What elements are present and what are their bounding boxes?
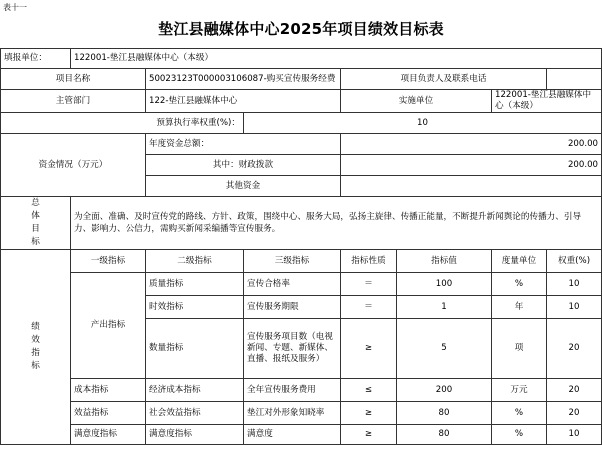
level2-cell: 经济成本指标 xyxy=(146,379,244,402)
goal-label: 总体目标 xyxy=(1,197,71,250)
unit-cell: 项 xyxy=(492,319,547,379)
table-number-tag: 表十一 xyxy=(3,3,27,12)
table-row xyxy=(1,402,602,425)
indicator-header-row xyxy=(1,250,602,273)
level1-cell: 效益指标 xyxy=(71,402,146,425)
level3-cell: 满意度 xyxy=(244,425,341,445)
level2-cell: 数量指标 xyxy=(146,319,244,379)
unit-cell: % xyxy=(492,273,547,296)
funds-annual-label: 年度资金总额： xyxy=(146,134,341,155)
goal-text: 为全面、准确、及时宣传党的路线、方针、政策，围绕中心、服务大局，弘扬主旋律、传播正能量，不断提升新闻舆论的传播力、引导力、影响力、公信力，需购买新闻采编播等宣传服务。 xyxy=(71,197,602,250)
col-weight: 权重(%) xyxy=(547,250,602,273)
value-cell: 100 xyxy=(397,273,492,296)
impl-value: 122001-垫江县融媒体中心（本级） xyxy=(492,90,602,113)
nature-cell: ＝ xyxy=(341,273,397,296)
budget-weight-value: 10 xyxy=(244,113,602,134)
table-row xyxy=(1,273,602,296)
project-name-value: 50023123T000003106087-购买宣传服务经费 xyxy=(146,69,341,90)
unit-cell: % xyxy=(492,425,547,445)
fill-unit-row xyxy=(1,49,602,69)
nature-cell: ≥ xyxy=(341,402,397,425)
budget-weight-row xyxy=(1,113,602,134)
unit-cell: 万元 xyxy=(492,379,547,402)
funds-other-value xyxy=(341,176,602,197)
funds-label: 资金情况（万元） xyxy=(1,134,146,197)
nature-cell: ≤ xyxy=(341,379,397,402)
responsible-label: 项目负责人及联系电话 xyxy=(341,69,547,90)
funds-annual-value: 200.00 xyxy=(341,134,602,155)
level2-cell: 质量指标 xyxy=(146,273,244,296)
nature-cell: ≥ xyxy=(341,425,397,445)
level1-cell: 成本指标 xyxy=(71,379,146,402)
table-row xyxy=(1,425,602,445)
department-row xyxy=(1,90,602,113)
col-level3: 三级指标 xyxy=(244,250,341,273)
output-indicator-label: 产出指标 xyxy=(71,273,146,379)
level2-cell: 社会效益指标 xyxy=(146,402,244,425)
responsible-value xyxy=(547,69,602,90)
project-name-row xyxy=(1,69,602,90)
value-cell: 1 xyxy=(397,296,492,319)
level3-cell: 宣传服务项目数（电视新闻、专题、新媒体、直播、报纸及服务） xyxy=(244,319,341,379)
level2-cell: 满意度指标 xyxy=(146,425,244,445)
unit-cell: 年 xyxy=(492,296,547,319)
level1-cell: 满意度指标 xyxy=(71,425,146,445)
level3-cell: 垫江对外形象知晓率 xyxy=(244,402,341,425)
funds-other-label: 其他资金 xyxy=(146,176,341,197)
col-nature: 指标性质 xyxy=(341,250,397,273)
dept-label: 主管部门 xyxy=(1,90,146,113)
nature-cell: ≥ xyxy=(341,319,397,379)
value-cell: 5 xyxy=(397,319,492,379)
fill-unit-label: 填报单位： xyxy=(1,49,71,69)
page-title: 垫江县融媒体中心2025年项目绩效目标表 xyxy=(158,20,444,38)
funds-fiscal-label: 其中：财政拨款 xyxy=(146,155,341,176)
col-level2: 二级指标 xyxy=(146,250,244,273)
value-cell: 80 xyxy=(397,425,492,445)
weight-cell: 10 xyxy=(547,425,602,445)
funds-fiscal-value: 200.00 xyxy=(341,155,602,176)
nature-cell: ＝ xyxy=(341,296,397,319)
value-cell: 200 xyxy=(397,379,492,402)
level3-cell: 宣传服务期限 xyxy=(244,296,341,319)
table-row xyxy=(1,379,602,402)
weight-cell: 20 xyxy=(547,379,602,402)
level3-cell: 宣传合格率 xyxy=(244,273,341,296)
col-value: 指标值 xyxy=(397,250,492,273)
unit-cell: % xyxy=(492,402,547,425)
col-level1: 一级指标 xyxy=(71,250,146,273)
weight-cell: 20 xyxy=(547,402,602,425)
weight-cell: 10 xyxy=(547,273,602,296)
indicator-section-label: 绩效指标 xyxy=(1,250,71,445)
performance-target-table xyxy=(0,48,602,445)
project-name-label: 项目名称 xyxy=(1,69,146,90)
dept-value: 122-垫江县融媒体中心 xyxy=(146,90,341,113)
level2-cell: 时效指标 xyxy=(146,296,244,319)
goal-row xyxy=(1,197,602,250)
value-cell: 80 xyxy=(397,402,492,425)
weight-cell: 10 xyxy=(547,296,602,319)
level3-cell: 全年宣传服务费用 xyxy=(244,379,341,402)
funds-annual-row xyxy=(1,134,602,155)
impl-label: 实施单位 xyxy=(341,90,492,113)
budget-weight-label: 预算执行率权重(%)： xyxy=(1,113,244,134)
weight-cell: 20 xyxy=(547,319,602,379)
col-unit: 度量单位 xyxy=(492,250,547,273)
fill-unit-value: 122001-垫江县融媒体中心（本级） xyxy=(71,49,602,69)
